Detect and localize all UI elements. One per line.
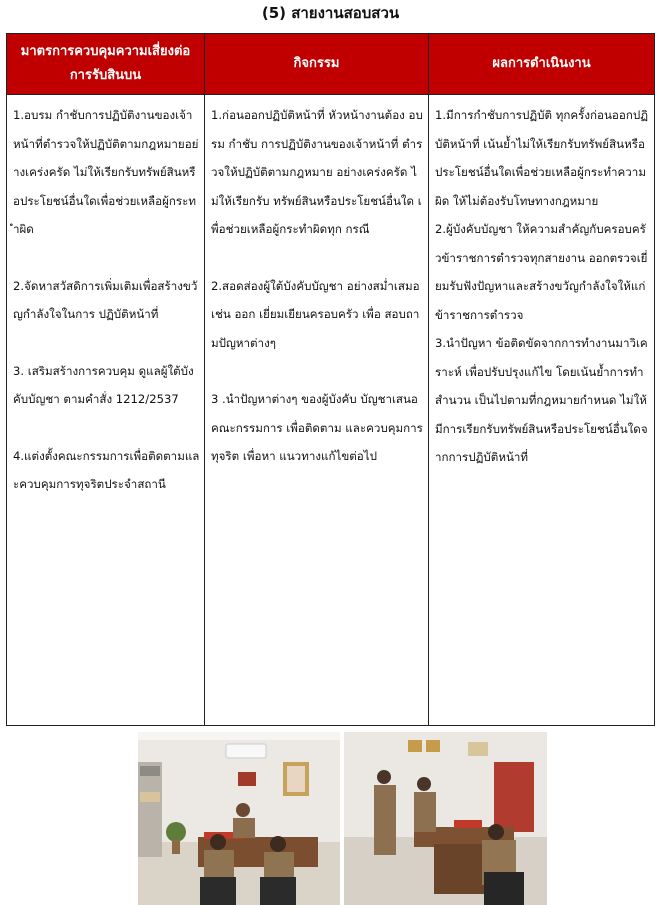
header-measures: มาตรการควบคุมความเสี่ยงต่อการรับสินบน xyxy=(7,34,205,95)
table-row xyxy=(7,95,655,726)
measures-table xyxy=(6,33,655,726)
page-title: (5) สายงานสอบสวน xyxy=(261,4,400,22)
activity-item: 1.ก่อนออกปฏิบัติหน้าที่ หัวหน้างานต้อง อบรม กำชับ การปฏิบัติงานของเจ้าหน้าที่ ตำรวจให้ปฏิบัติตามกฎหมาย อย่างเคร่งครัด ไม่ให้เรียกรับ ทรัพย์สินหรือประโยชน์อื่นใด เพื่อช่วยเหลือผู้กระทำผิดทุก กรณี xyxy=(211,108,423,236)
meeting-photo-right xyxy=(344,732,547,905)
result-item: 1.มีการกำชับการปฏิบัติ ทุกครั้งก่อนออกปฏิบัติหน้าที่ เน้นย้ำไม่ให้เรียกรับทรัพย์สินหรือประโยชน์อื่นใดเพื่อช่วยเหลือผู้กระทำความผิด ให้ไม่ต้องรับโทษทางกฎหมาย xyxy=(435,108,648,208)
header-results: ผลการดำเนินงาน xyxy=(429,34,655,95)
activity-item: 2.สอดส่องผู้ใต้บังคับบัญชา อย่างสม่ำเสมอ เช่น ออก เยี่ยมเยียนครอบครัว เพื่อ สอบถามปัญหาต่างๆ xyxy=(211,278,420,350)
activity-item: 3 .นำปัญหาต่างๆ ของผู้บังคับ บัญชาเสนอ คณะกรรมการ เพื่อติดตาม และควบคุมการทุจริต เพื่อหา แนวทางแก้ไขต่อไป xyxy=(211,392,423,463)
header-activities: กิจกรรม xyxy=(205,34,429,95)
results-cell xyxy=(429,95,655,726)
result-item: 2.ผู้บังคับบัญชา ให้ความสำคัญกับครอบครัวข้าราชการตำรวจทุกสายงาน ออกตรวจเยี่ยมรับฟังปัญหาและสร้างขวัญกำลังใจให้แก่ข้าราชการตำรวจ xyxy=(435,222,648,322)
activities-cell xyxy=(205,95,429,726)
measure-item: 2.จัดหาสวัสดิการเพิ่มเติมเพื่อสร้างขวัญกำลังใจในการ ปฏิบัติหน้าที่ xyxy=(13,278,198,321)
meeting-photo-left xyxy=(138,732,340,905)
measure-item: 1.อบรม กำชับการปฏิบัติงานของเจ้าหน้าที่ตำรวจให้ปฏิบัติตามกฎหมายอย่างเคร่งครัด ไม่ให้เรียกรับทรัพย์สินหรือประโยชน์อื่นใดเพื่อช่วยเหลือผู้กระทำผิด xyxy=(13,108,199,236)
table-header-row xyxy=(7,34,655,95)
result-item: 3.นำปัญหา ข้อติดขัดจากการทำงานมาวิเคราะห์ เพื่อปรับปรุงแก้ไข โดยเน้นย้ำการทำสำนวน เป็นไปตามที่กฎหมายกำหนด ไม่ให้มีการเรียกรับทรัพย์สินหรือประโยชน์อื่นใดจากการปฏิบัติหน้าที่ xyxy=(435,336,648,464)
meeting-photo-left-illustration xyxy=(138,732,340,905)
meeting-photo-right-illustration xyxy=(344,732,547,905)
measure-item: 3. เสริมสร้างการควบคุม ดูแลผู้ใต้บังคับบัญชา ตามคำสั่ง 1212/2537 xyxy=(13,363,194,406)
measure-item: 4.แต่งตั้งคณะกรรมการเพื่อติดตามและควบคุมการทุจริตประจำสถานี xyxy=(13,448,200,491)
measures-cell xyxy=(7,95,205,726)
